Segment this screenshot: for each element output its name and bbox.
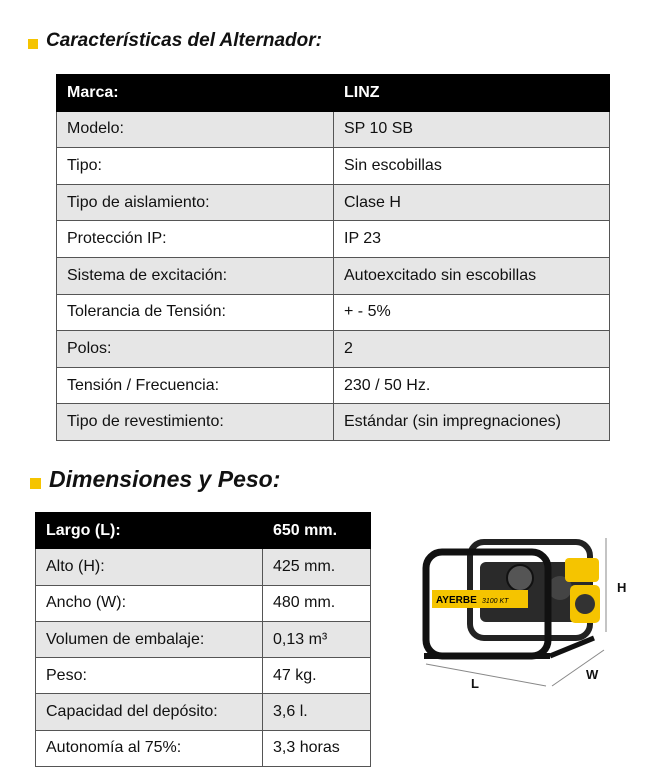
bullet-icon (30, 478, 41, 489)
fuel-tank (565, 558, 599, 582)
table-row (57, 257, 610, 294)
header-label: Marca: (57, 75, 334, 112)
width-label: W (586, 667, 599, 682)
row-value: SP 10 SB (334, 111, 610, 148)
brand-decal-text: AYERBE (436, 595, 477, 606)
section-title-text: Características del Alternador: (46, 30, 322, 51)
table-row (36, 621, 371, 657)
dimensions-table (35, 512, 371, 767)
row-value: 230 / 50 Hz. (334, 367, 610, 404)
row-value: IP 23 (334, 221, 610, 258)
table-row (57, 331, 610, 368)
table-row (57, 111, 610, 148)
row-label: Tipo de aislamiento: (57, 184, 334, 221)
row-value: Clase H (334, 184, 610, 221)
row-value: 0,13 m³ (263, 621, 371, 657)
row-value: 425 mm. (263, 549, 371, 585)
table-row (57, 184, 610, 221)
table-row (36, 694, 371, 730)
row-value: 3,6 l. (263, 694, 371, 730)
row-label: Peso: (36, 658, 263, 694)
row-label: Modelo: (57, 111, 334, 148)
engine-recoil-icon (507, 565, 533, 591)
generator-illustration (410, 530, 650, 690)
section-title-alternator (28, 30, 322, 52)
row-label: Tipo: (57, 148, 334, 185)
row-value: Sin escobillas (334, 148, 610, 185)
section-title-text: Dimensiones y Peso: (49, 466, 281, 492)
table-header-row (36, 513, 371, 549)
row-value: + - 5% (334, 294, 610, 331)
table-row (57, 404, 610, 441)
table-row (57, 294, 610, 331)
row-label: Capacidad del depósito: (36, 694, 263, 730)
table-row (57, 148, 610, 185)
header-value: LINZ (334, 75, 610, 112)
row-value: 3,3 horas (263, 730, 371, 766)
table-row (36, 658, 371, 694)
header-value: 650 mm. (263, 513, 371, 549)
header-label: Largo (L): (36, 513, 263, 549)
row-label: Protección IP: (57, 221, 334, 258)
row-label: Sistema de excitación: (57, 257, 334, 294)
row-value: Autoexcitado sin escobillas (334, 257, 610, 294)
table-row (36, 585, 371, 621)
socket-panel-icon (575, 594, 595, 614)
row-value: 480 mm. (263, 585, 371, 621)
table-row (57, 221, 610, 258)
row-label: Tolerancia de Tensión: (57, 294, 334, 331)
row-label: Alto (H): (36, 549, 263, 585)
bullet-icon (28, 39, 38, 49)
row-label: Autonomía al 75%: (36, 730, 263, 766)
row-label: Tipo de revestimiento: (57, 404, 334, 441)
table-header-row (57, 75, 610, 112)
model-decal-text: 3100 KT (482, 598, 509, 605)
row-label: Volumen de embalaje: (36, 621, 263, 657)
row-label: Tensión / Frecuencia: (57, 367, 334, 404)
row-label: Polos: (57, 331, 334, 368)
table-row (36, 549, 371, 585)
height-label: H (617, 580, 627, 595)
length-dimension-line (426, 664, 546, 686)
row-value: 2 (334, 331, 610, 368)
section-title-dimensions (30, 466, 280, 493)
row-value: Estándar (sin impregnaciones) (334, 404, 610, 441)
alternator-table (56, 74, 610, 441)
length-label: L (471, 676, 479, 691)
table-row (57, 367, 610, 404)
table-row (36, 730, 371, 766)
row-label: Ancho (W): (36, 585, 263, 621)
row-value: 47 kg. (263, 658, 371, 694)
